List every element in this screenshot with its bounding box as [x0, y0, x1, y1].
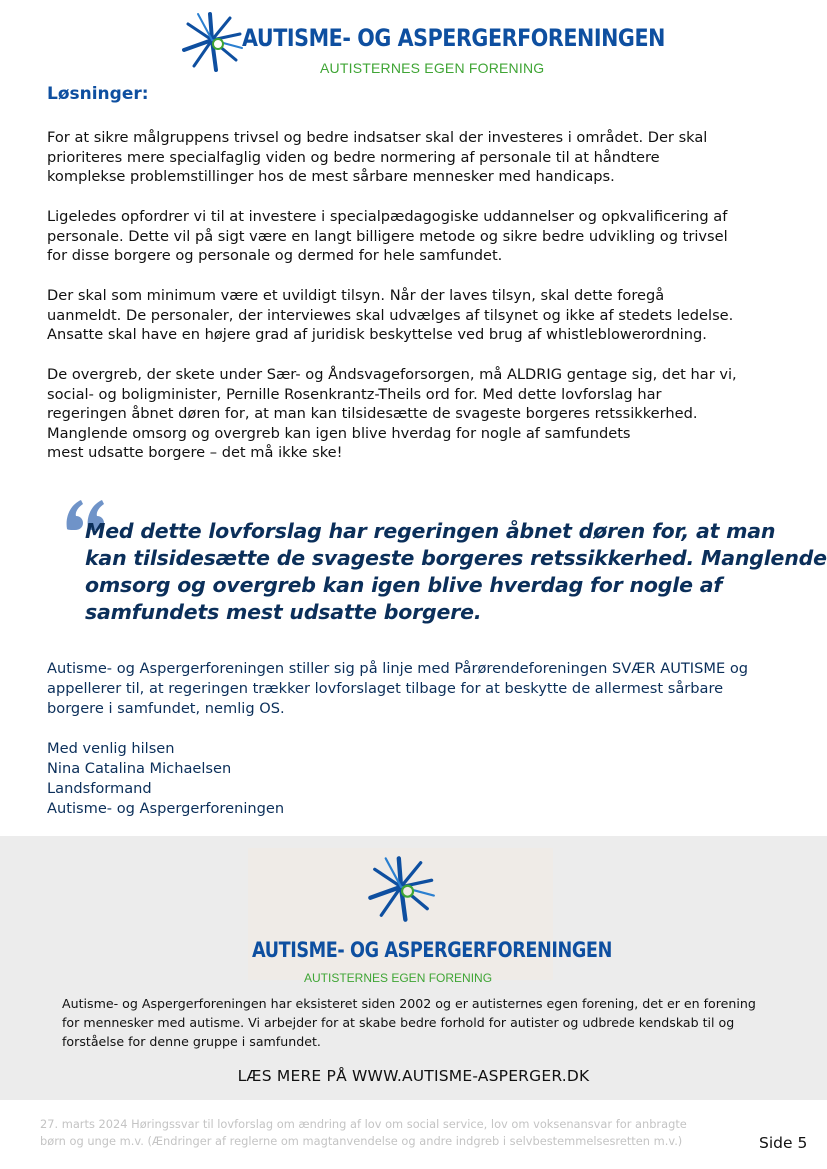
paragraph-line: mest udsatte borgere – det må ikke ske!: [47, 444, 343, 462]
paragraph-line: Manglende omsorg og overgreb kan igen blive hverdag for nogle af samfundets: [47, 424, 631, 442]
paragraph-1: [47, 128, 792, 187]
appeal-line: Autisme- og Aspergerforeningen stiller sig på linje med Pårørendeforeningen SVÆR AUTISME og: [47, 660, 749, 677]
signoff-title: Landsformand: [47, 780, 152, 797]
info-box: [0, 836, 827, 1100]
page-number: Side 5: [759, 1134, 808, 1152]
website-link[interactable]: LÆS MERE PÅ WWW.AUTISME-ASPERGER.DK: [237, 1067, 590, 1085]
paragraph-line: De overgreb, der skete under Sær- og Åndsvageforsorgen, må ALDRIG gentage sig, det har vi,: [47, 366, 737, 383]
pull-quote: [85, 518, 827, 626]
paragraph-4: [47, 365, 792, 463]
star-burst-logo-icon: [180, 10, 244, 74]
info-box-line: for mennesker med autisme. Vi arbejder for at skabe bedre forhold for autister og udbrede kendskab til og: [62, 1015, 735, 1030]
appeal-paragraph: [47, 659, 807, 719]
paragraph-line: Ligeledes opfordrer vi til at investere i specialpædagogiske uddannelser og opkvalificering af: [47, 208, 728, 225]
paragraph-line: For at sikre målgruppens trivsel og bedre indsatser skal der investeres i området. Der skal: [47, 129, 708, 146]
quote-line: Med dette lovforslag har regeringen åbnet døren for, at man: [85, 519, 776, 543]
signoff-greeting: Med venlig hilsen: [47, 740, 175, 757]
paragraph-line: regeringen åbnet døren for, at man kan tilsidesætte de svageste borgeres retssikkerhed.: [47, 405, 698, 423]
footer-note: [40, 1116, 730, 1150]
paragraph-line: Ansatte skal have en højere grad af juridisk beskyttelse ved brug af whistleblowerordning.: [47, 326, 707, 344]
info-box-text: [62, 994, 782, 1051]
paragraph-line: komplekse problemstillinger hos de mest sårbare mennesker med handicaps.: [47, 168, 615, 186]
footer-note-line: børn og unge m.v. (Ændringer af reglerne om magtanvendelse og andre indgreb i selvbestemmelsesretten m.v.): [40, 1134, 683, 1148]
paragraph-3: [47, 286, 792, 345]
quote-line: kan tilsidesætte de svageste borgeres retssikkerhed. Manglende: [85, 546, 827, 570]
paragraph-line: Der skal som minimum være et uvildigt tilsyn. Når der laves tilsyn, skal dette foregå: [47, 287, 665, 304]
org-subtitle: AUTISTERNES EGEN FORENING: [320, 60, 545, 76]
org-name: AUTISME- OG ASPERGERFORENINGEN: [242, 24, 665, 52]
section-heading: Løsninger:: [47, 84, 149, 104]
header-logo: [180, 8, 665, 86]
quote-line: omsorg og overgreb kan igen blive hverdag for nogle af: [85, 573, 723, 597]
signoff-name: Nina Catalina Michaelsen: [47, 760, 232, 777]
info-box-line: Autisme- og Aspergerforeningen har eksisteret siden 2002 og er autisternes egen forening, det er en forening: [62, 996, 756, 1011]
info-box-org-subtitle: AUTISTERNES EGEN FORENING: [304, 971, 493, 985]
appeal-line: appellerer til, at regeringen trækker lovforslaget tilbage for at beskytte de allermest sårbare: [47, 680, 724, 697]
paragraph-line: for disse borgere og personale og dermed for hele samfundet.: [47, 247, 503, 265]
info-box-line: forståelse for denne gruppe i samfundet.: [62, 1034, 321, 1049]
info-box-logo: [248, 848, 612, 985]
paragraph-line: prioriteres mere specialfaglig viden og bedre normering af personale til at håndtere: [47, 148, 660, 166]
paragraph-2: [47, 207, 792, 266]
paragraph-line: uanmeldt. De personaler, der interviewes skal udvælges af tilsynet og ikke af stedets ledelse.: [47, 306, 734, 324]
info-box-org-name: AUTISME- OG ASPERGERFORENINGEN: [252, 938, 612, 962]
star-burst-logo-icon: [366, 854, 436, 924]
paragraph-line: social- og boligminister, Pernille Rosenkrantz-Theils ord for. Med dette lovforslag har: [47, 385, 662, 403]
quote-line: samfundets mest udsatte borgere.: [85, 600, 482, 624]
paragraph-line: personale. Dette vil på sigt være en langt billigere metode og sikre bedre udvikling og trivsel: [47, 227, 728, 245]
appeal-line: borgere i samfundet, nemlig OS.: [47, 700, 285, 717]
signature-block: [47, 739, 284, 819]
signoff-organization: Autisme- og Aspergerforeningen: [47, 800, 285, 817]
footer-note-line: 27. marts 2024 Høringssvar til lovforslag om ændring af lov om social service, lov om voksenansvar for anbragte: [40, 1117, 687, 1131]
